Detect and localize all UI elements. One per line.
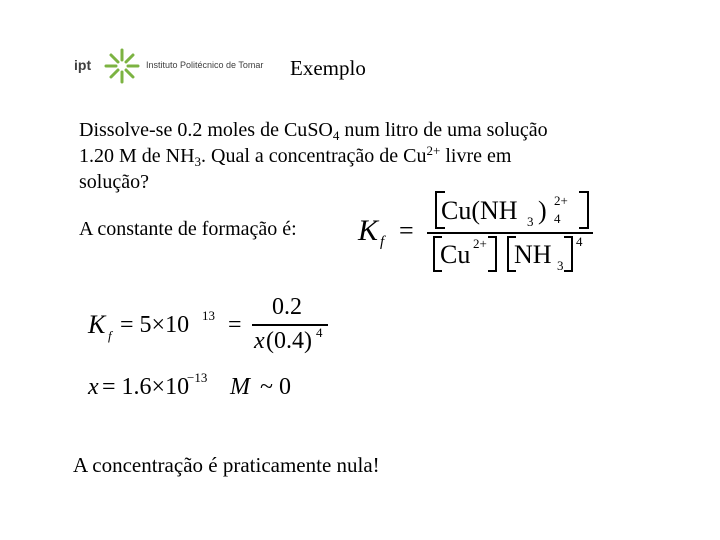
fraction-denominator: (0.4) [266,328,312,354]
conclusion-text: A concentração é praticamente nula! [73,453,380,477]
text: SO [307,119,333,141]
bracket-bottom [507,270,516,272]
bracket-bottom [488,270,497,272]
sunburst-logo-icon [102,47,142,85]
fraction-numerator: 0.2 [272,294,302,320]
superscript: 2+ [426,143,441,158]
calculation-block [88,290,348,405]
x-unit: M [230,374,250,400]
bracket-top [433,236,442,238]
numerator-charge: 2+ [554,193,568,208]
den-power: 4 [576,234,583,249]
calc-kf-subscript: f [108,328,112,343]
slide-title: Exemplo [290,56,366,80]
text: Dissolve-se 0.2 moles de Cu [79,119,308,141]
den-nh: NH [514,240,552,269]
institution-logo [72,45,264,85]
right-bracket [587,191,589,229]
calc-kf-symbol: K [88,310,106,339]
x-symbol: x [88,374,99,400]
right-bracket-top [579,191,589,193]
bracket-bottom [433,270,442,272]
den-nh-subscript: 3 [557,258,564,273]
den-nh3-left-bracket [507,236,509,272]
bracket-top [564,236,573,238]
bracket-top [507,236,516,238]
text: . Qual a concentração de Cu [201,145,427,167]
problem-line-2 [79,143,679,169]
left-bracket-bottom [435,227,445,229]
problem-line-1 [79,117,679,143]
formation-constant-equation [355,188,595,278]
equals-sign: = [399,216,414,245]
calc-kf-exponent: 13 [202,308,215,323]
calc-kf-value: = 5×10 [120,312,190,338]
x-exponent: −13 [187,370,208,385]
left-bracket-top [435,191,445,193]
fraction-bar [427,232,593,234]
den-cu-left-bracket [433,236,435,272]
subscript: 4 [332,128,340,143]
text: num litro de uma solução [339,119,548,141]
problem-statement [79,117,679,195]
den-nh3-right-bracket [571,236,573,272]
x-value: = 1.6×10 [102,374,190,400]
den-cu-right-bracket [495,236,497,272]
bracket-bottom [564,270,573,272]
left-bracket [435,191,437,229]
logo-institution-name: Instituto Politécnico de Tomar [146,60,264,70]
logo-abbrev: ipt [74,57,92,73]
formation-constant-intro: A constante de formação é: [79,218,297,240]
numerator-subscript: 3 [527,214,534,229]
right-bracket-bottom [579,227,589,229]
approx-zero: ~ 0 [260,374,291,400]
text: 1.20 M de NH [79,145,195,167]
bracket-top [488,236,497,238]
numerator-complex: Cu(NH [441,196,518,225]
calc-equals: = [228,312,242,338]
numerator-close-paren: ) [538,196,547,225]
fraction-denominator-exponent: 4 [316,325,323,340]
fraction-denominator-x: x [254,328,265,354]
kf-symbol: K [358,214,379,247]
den-cu: Cu [440,240,471,269]
numerator-subscript-4: 4 [554,211,561,226]
text: livre em [440,145,512,167]
kf-subscript: f [380,234,385,250]
problem-line-3: solução? [79,171,149,193]
den-cu-charge: 2+ [473,236,487,251]
subscript: 3 [194,154,202,169]
